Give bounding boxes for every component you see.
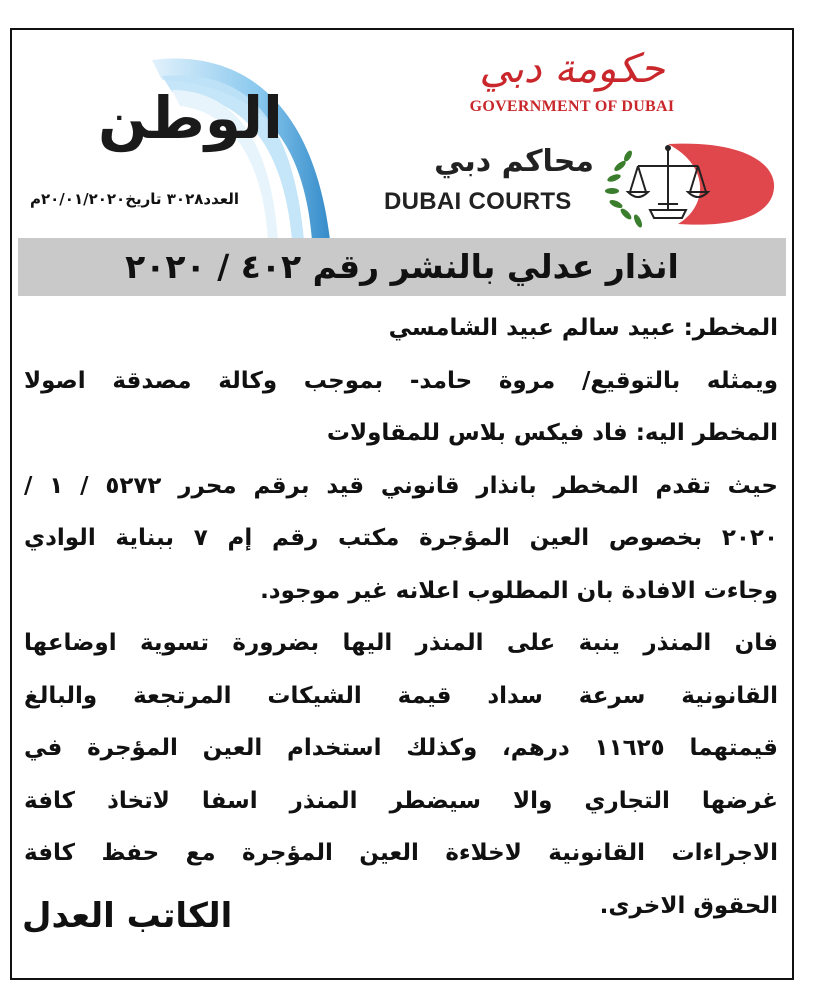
notice-frame xyxy=(10,28,794,980)
newspaper-masthead xyxy=(12,30,352,250)
body-line: غرضها التجاري والا سيضطر المنذر اسفا لاتخاذ كافة xyxy=(24,787,778,814)
body-line: الاجراءات القانونية لاخلاءة العين المؤجرة مع حفظ كافة xyxy=(24,840,778,866)
signature-notary: الكاتب العدل xyxy=(22,896,233,936)
government-english: GOVERNMENT OF DUBAI xyxy=(469,98,675,115)
newspaper-name: الوطن xyxy=(98,84,283,152)
courts-english: DUBAI COURTS xyxy=(384,188,572,215)
issue-date: العدد٣٠٢٨ تاريخ٢٠/٠١/٢٠٢٠م xyxy=(30,190,240,208)
scales-emblem-icon xyxy=(598,136,778,232)
body-line: قيمتهما ١١٦٢٥ درهم، وكذلك استخدام العين المؤجرة في xyxy=(24,735,778,761)
government-arabic: حكومة دبي xyxy=(479,46,665,92)
body-line: المخطر اليه: فاد فيكس بلاس للمقاولات xyxy=(326,420,778,446)
body-line: فان المنذر ينبة على المنذر اليها بضرورة تسوية اوضاعها xyxy=(24,630,778,656)
dubai-courts-logo xyxy=(382,136,782,232)
courts-arabic: محاكم دبي xyxy=(434,144,594,179)
body-line: ٢٠٢٠ بخصوص العين المؤجرة مكتب رقم إم ٧ ببناية الوادي xyxy=(24,525,778,551)
body-line: الحقوق الاخرى. xyxy=(599,892,778,919)
notice-title-band xyxy=(18,238,786,296)
body-line: وجاءت الافادة بان المطلوب اعلانه غير موجود. xyxy=(260,577,778,604)
body-line: المخطر: عبيد سالم عبيد الشامسي xyxy=(388,315,778,341)
body-line: حيث تقدم المخطر بانذار قانوني قيد برقم محرر ٥٢٧٢ / ١ / xyxy=(24,472,778,499)
body-line: ويمثله بالتوقيع/ مروة حامد- بموجب وكالة مصدقة اصولا xyxy=(24,367,778,394)
body-line: القانونية سرعة سداد قيمة الشيكات المرتجعة والبالغ xyxy=(24,682,778,709)
notice-body xyxy=(24,302,778,932)
notice-title: انذار عدلي بالنشر رقم ٤٠٢ / ٢٠٢٠ xyxy=(125,247,679,286)
government-logo xyxy=(442,44,702,116)
